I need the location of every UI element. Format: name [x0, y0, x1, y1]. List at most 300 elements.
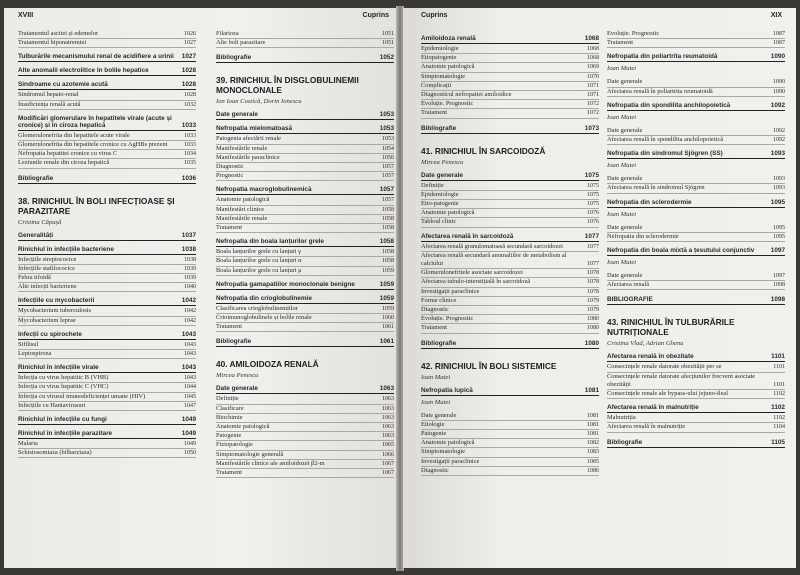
chapter-authors: Ioan Matei: [607, 210, 637, 218]
toc-entry: [421, 54, 599, 63]
toc-section-heading: [607, 247, 785, 256]
toc-entry: [18, 307, 196, 316]
toc-page-number: 1092: [773, 127, 785, 134]
toc-page-number: 1057: [379, 186, 394, 194]
toc-entry-title: Epidemiologie: [421, 190, 459, 198]
toc-entry-title: Date generale: [216, 385, 258, 393]
toc-page-number: 1090: [770, 53, 785, 61]
toc-entry: [18, 374, 196, 383]
toc-page-number: 1098: [773, 282, 785, 289]
left-page-number: XVIII: [18, 12, 34, 19]
toc-entry-title: Mycobacterium tuberculosis: [18, 307, 91, 315]
toc-page-number: 1058: [382, 225, 394, 232]
toc-entry-title: Alte boli parazitare: [216, 39, 266, 47]
toc-entry: [216, 154, 394, 163]
toc-page-number: 1043: [184, 351, 196, 358]
toc-entry-title: Leziunile renale din ciroza hepatică: [18, 159, 110, 167]
toc-page-number: 1080: [587, 325, 599, 332]
toc-bibliography-entry: [607, 439, 785, 448]
toc-entry-title: Rinichiul în infecțiile cu fungi: [18, 416, 107, 424]
toc-section-heading: [216, 295, 394, 304]
toc-entry-title: Glomerulonefritele asociate sarcoidozei: [421, 269, 523, 277]
toc-entry-title: Bibliografie: [18, 174, 54, 182]
toc-entry-title: Tulburările mecanismului renal de acidifiere a urinii: [18, 53, 174, 61]
toc-entry-title: Mycobacterium leprae: [18, 316, 76, 324]
toc-entry: [421, 82, 599, 91]
toc-entry-title: Patogenie: [421, 430, 447, 438]
toc-entry: [216, 145, 394, 154]
chapter-heading: 43. RINICHIUL ÎN TULBURĂRILE NUTRIȚIONALE: [607, 317, 735, 338]
toc-entry-title: Filarioza: [216, 30, 239, 37]
toc-entry-title: Bibliografie: [421, 124, 457, 132]
toc-entry-title: Boala lanțurilor grele cu lanțuri α: [216, 257, 302, 265]
toc-entry: [607, 39, 785, 48]
toc-page-number: 1063: [382, 433, 394, 440]
toc-page-number: 1090: [773, 79, 785, 86]
toc-entry: [421, 448, 599, 457]
toc-entry: [18, 265, 196, 274]
toc-entry-title: Nefropatia din poliartrita reumatoidă: [607, 53, 718, 61]
toc-entry: [216, 469, 394, 478]
toc-column-1: [18, 30, 196, 458]
chapter-authors: Cristina Vlad, Adrian Ghenu: [607, 340, 684, 348]
toc-entry: [216, 423, 394, 432]
left-running-title: Cuprins: [362, 12, 389, 19]
toc-page-number: 1075: [587, 191, 599, 198]
toc-page-number: 1057: [382, 173, 394, 180]
toc-entry-title: Crioimunoglobulinele și bolile renale: [216, 314, 312, 322]
toc-page-number: 1076: [587, 219, 599, 226]
toc-entry: [421, 63, 599, 72]
toc-entry: [216, 30, 394, 39]
toc-entry-title: Tratament: [421, 109, 448, 117]
toc-section-heading: [18, 331, 196, 340]
chapter-authors: Ion Ioan Costică, Dorin Ionescu: [216, 98, 302, 106]
toc-entry-title: Sindroame cu azotemie acută: [18, 81, 108, 89]
toc-entry-title: Prognostic: [216, 172, 244, 180]
toc-page-number: 1071: [587, 82, 599, 89]
left-page: [4, 8, 397, 568]
toc-entry-title: Afectarea renală în poliartrita reumatoidă: [607, 87, 713, 95]
toc-page-number: 1079: [587, 307, 599, 314]
chapter-authors: Ioan Matei: [421, 373, 451, 381]
toc-page-number: 1075: [584, 171, 599, 179]
toc-page-number: 1053: [382, 136, 394, 143]
toc-entry-title: Infecțiile cu mycobacterii: [18, 297, 95, 305]
toc-page-number: 1036: [181, 174, 196, 182]
toc-entry-title: Consecințele renale datorate afecțiunilor frecvent asociate obezității: [607, 372, 756, 388]
toc-entry: [607, 423, 785, 432]
toc-entry-title: Tratament: [421, 324, 448, 332]
toc-entry-title: Afectarea renală: [607, 281, 650, 289]
toc-section-heading: [216, 111, 394, 120]
chapter-authors: Cristina Căpușă: [18, 218, 62, 226]
toc-page-number: 1038: [181, 245, 196, 253]
toc-entry-title: Malaria: [18, 440, 38, 448]
toc-entry-title: Definiție: [216, 395, 239, 403]
toc-bibliography-entry: [18, 175, 196, 184]
toc-page-number: 1092: [770, 101, 785, 109]
toc-entry-title: Nefropatia mielomatoasă: [216, 125, 293, 133]
toc-page-number: 1080: [584, 339, 599, 347]
toc-entry: [18, 341, 196, 350]
toc-entry-title: Etiopatogenie: [421, 54, 457, 62]
toc-entry: [216, 257, 394, 266]
toc-section-heading: [18, 416, 196, 425]
toc-page-number: 1051: [382, 31, 394, 37]
toc-page-number: 1059: [379, 294, 394, 302]
toc-entry-title: Etio-patogenie: [421, 200, 459, 208]
toc-entry-title: Manifestările renale: [216, 214, 268, 222]
toc-entry: [421, 288, 599, 297]
toc-entry-title: Anatomie patologică: [421, 209, 475, 217]
toc-page-number: 1047: [184, 402, 196, 409]
toc-page-number: 1033: [181, 121, 196, 129]
toc-page-number: 1073: [584, 124, 599, 132]
toc-page-number: 1039: [184, 265, 196, 272]
toc-entry-title: Rinichiul în infecțiile parazitare: [18, 430, 113, 438]
toc-page-number: 1098: [770, 296, 785, 304]
toc-entry-title: Date generale: [607, 175, 643, 183]
toc-entry-title: Patogenia afectării renale: [216, 135, 281, 143]
toc-entry-title: BIBLIOGRAFIE: [607, 296, 653, 304]
toc-page-number: 1028: [181, 81, 196, 89]
toc-entry: [421, 100, 599, 109]
right-page-number: XIX: [770, 12, 782, 19]
toc-page-number: 1072: [587, 110, 599, 117]
toc-entry-title: Schistosomiaza (bilharziaza): [18, 449, 92, 457]
toc-entry: [216, 39, 394, 48]
toc-entry: [18, 393, 196, 402]
toc-entry: [216, 267, 394, 276]
toc-page-number: 1042: [184, 317, 196, 324]
toc-entry: [421, 209, 599, 218]
toc-section-heading: [18, 53, 196, 62]
toc-entry-title: Bibliografie: [216, 338, 252, 346]
toc-entry: [18, 283, 196, 292]
toc-page-number: 1039: [184, 275, 196, 282]
toc-entry: [18, 402, 196, 411]
toc-entry: [18, 449, 196, 458]
toc-entry: [421, 269, 599, 278]
toc-entry-title: Evoluție. Prognostic: [607, 30, 660, 37]
toc-page-number: 1052: [379, 54, 394, 62]
toc-entry: [216, 248, 394, 257]
toc-page-number: 1063: [382, 405, 394, 412]
toc-page-number: 1092: [773, 137, 785, 144]
toc-page-number: 1070: [587, 73, 599, 80]
toc-page-number: 1063: [382, 396, 394, 403]
chapter-heading: 41. RINICHIUL ÎN SARCOIDOZĂ: [421, 145, 546, 156]
toc-entry-title: Afectarea renală în malnutriție: [607, 404, 699, 412]
right-page: [403, 8, 796, 568]
toc-page-number: 1049: [184, 441, 196, 448]
toc-entry-title: Manifestările renale: [216, 144, 268, 152]
toc-section-heading: [18, 297, 196, 306]
toc-page-number: 1077: [587, 243, 599, 250]
toc-page-number: 1058: [382, 215, 394, 222]
toc-page-number: 1038: [184, 256, 196, 263]
toc-entry-title: Bibliografie: [607, 438, 643, 446]
toc-page-number: 1061: [382, 324, 394, 331]
toc-entry: [18, 274, 196, 283]
toc-bibliography-entry: [216, 338, 394, 347]
chapter-heading: 40. AMILOIDOZA RENALĂ: [216, 359, 319, 370]
toc-entry: [18, 150, 196, 159]
toc-page-number: 1043: [184, 375, 196, 382]
toc-entry-title: Date generale: [216, 111, 258, 119]
toc-entry: [216, 172, 394, 181]
toc-column-4: [607, 30, 785, 448]
toc-section-heading: [216, 385, 394, 394]
toc-entry-title: Boala lanțurilor grele cu lanțuri μ: [216, 266, 302, 274]
toc-entry: [18, 39, 196, 48]
toc-bibliography-entry: [216, 54, 394, 63]
toc-page-number: 1028: [184, 92, 196, 99]
toc-page-number: 1042: [181, 297, 196, 305]
toc-entry-title: Simptomatologie generală: [216, 450, 284, 458]
toc-page-number: 1063: [382, 424, 394, 431]
toc-entry-title: Nefropatia lupică: [421, 386, 473, 394]
toc-page-number: 1063: [382, 414, 394, 421]
toc-entry: [216, 451, 394, 460]
toc-section-heading: [18, 67, 196, 76]
toc-entry: [421, 458, 599, 467]
toc-page-number: 1045: [184, 393, 196, 400]
toc-section-heading: [607, 404, 785, 413]
toc-entry-title: Evoluție. Prognostic: [421, 100, 474, 108]
toc-entry-title: Rinichiul în infecțiile virale: [18, 364, 99, 372]
toc-entry-title: Leptospiroza: [18, 350, 52, 358]
toc-entry: [607, 78, 785, 87]
toc-page-number: 1090: [773, 88, 785, 95]
toc-page-number: 1078: [587, 270, 599, 277]
toc-page-number: 1087: [773, 40, 785, 47]
toc-page-number: 1049: [181, 416, 196, 424]
toc-entry-title: Afectarea renală în sindromul Sjögren: [607, 184, 705, 192]
toc-entry: [216, 224, 394, 233]
toc-page-number: 1043: [181, 364, 196, 372]
toc-page-number: 1067: [382, 460, 394, 467]
toc-entry-title: Afectarea renală în obezitate: [607, 353, 694, 361]
toc-entry-title: Glomerulonefrita din hepatitele acute virale: [18, 131, 130, 139]
toc-entry-title: Complicații: [421, 81, 452, 89]
toc-entry: [216, 163, 394, 172]
toc-entry: [18, 350, 196, 359]
toc-page-number: 1078: [587, 288, 599, 295]
toc-entry-title: Insuficiența renală acută: [18, 100, 81, 108]
toc-page-number: 1034: [184, 151, 196, 158]
toc-entry: [18, 132, 196, 141]
toc-entry-title: Definiție: [421, 181, 444, 189]
toc-entry: [421, 324, 599, 333]
chapter-heading: 39. RINICHIUL ÎN DISGLOBULINEMII MONOCLONALE: [216, 75, 359, 96]
toc-entry: [18, 440, 196, 449]
toc-entry-title: Rinichiul în infecțiile bacteriene: [18, 245, 114, 253]
toc-entry: [216, 460, 394, 469]
toc-entry-title: Nefropatia din sindromul Sjögren (SS): [607, 150, 723, 158]
toc-section-heading: [421, 35, 599, 44]
toc-entry-title: Simptomatologie: [421, 448, 466, 456]
toc-entry-title: Bibliografie: [421, 339, 457, 347]
toc-entry-title: Biochimie: [216, 413, 243, 421]
toc-entry-title: Nefropatia hepatitei cronice cu virus C: [18, 150, 118, 158]
toc-entry-title: Tratamentul ascitei și edemelor: [18, 30, 99, 37]
toc-entry-title: Evoluție. Prognostic: [421, 315, 474, 323]
toc-page-number: 1053: [379, 111, 394, 119]
toc-entry-title: Generalități: [18, 231, 54, 239]
toc-entry: [421, 218, 599, 227]
toc-entry-title: Alte infecții bacteriene: [18, 283, 77, 291]
toc-entry-title: Nefropatia din sclerodermie: [607, 232, 679, 240]
toc-page-number: 1078: [587, 279, 599, 286]
chapter-authors: Ioan Matei: [607, 65, 637, 73]
toc-page-number: 1054: [382, 145, 394, 152]
toc-entry: [421, 430, 599, 439]
toc-entry-title: Anatomie patologică: [216, 196, 270, 204]
toc-page-number: 1058: [382, 258, 394, 265]
toc-page-number: 1061: [379, 338, 394, 346]
toc-entry-title: Tratament: [607, 39, 634, 47]
toc-entry-title: Anatomie patologică: [421, 439, 475, 447]
toc-page-number: 1059: [382, 305, 394, 312]
toc-entry-title: Bibliografie: [216, 54, 252, 62]
toc-page-number: 1065: [382, 442, 394, 449]
toc-entry: [607, 373, 785, 390]
toc-entry: [216, 215, 394, 224]
toc-entry: [18, 30, 196, 39]
toc-entry-title: Nefropatia din boala mixtă a țesutului conjunctiv: [607, 247, 755, 255]
toc-page-number: 1059: [382, 267, 394, 274]
toc-entry: [607, 30, 785, 39]
toc-entry: [216, 305, 394, 314]
toc-section-heading: [18, 430, 196, 439]
toc-entry: [18, 101, 196, 110]
toc-page-number: 1068: [587, 46, 599, 52]
toc-entry-title: Afectarea renală granulomatoasă secundară sarcoidozei: [421, 242, 563, 250]
toc-page-number: 1102: [771, 404, 785, 412]
toc-entry-title: Investigații paraclinice: [421, 287, 480, 295]
toc-section-heading: [18, 232, 196, 241]
toc-entry-title: Afectarea renală în spondilita anchilopoietică: [607, 136, 724, 144]
toc-entry-title: Amiloidoza renală: [421, 35, 476, 42]
toc-entry: [421, 182, 599, 191]
toc-section-heading: [216, 186, 394, 195]
toc-section-heading: [607, 53, 785, 62]
toc-entry: [18, 383, 196, 392]
chapter-authors: Ioan Matei: [607, 162, 637, 170]
toc-entry-title: Fiziopatologie: [216, 441, 253, 449]
toc-entry: [216, 314, 394, 323]
toc-entry: [216, 323, 394, 332]
toc-entry-title: Date generale: [607, 78, 643, 86]
chapter-authors: Mircea Penescu: [216, 372, 259, 380]
toc-page-number: 1097: [770, 247, 785, 255]
toc-bibliography-entry: [607, 296, 785, 305]
toc-page-number: 1077: [587, 261, 599, 268]
toc-page-number: 1027: [181, 53, 196, 61]
toc-entry: [18, 91, 196, 100]
toc-entry-title: Afectarea renală în sarcoidoză: [421, 232, 514, 240]
toc-entry: [421, 45, 599, 54]
toc-page-number: 1101: [773, 381, 785, 388]
toc-entry-title: Febra tifoidă: [18, 274, 51, 282]
chapter-authors: Ioan Matei: [607, 259, 637, 267]
toc-entry-title: Tratament: [216, 323, 243, 331]
toc-section-heading: [421, 172, 599, 181]
toc-entry: [421, 252, 599, 269]
toc-entry-title: Tabloul clinic: [421, 218, 457, 226]
toc-page-number: 1058: [379, 238, 394, 246]
toc-entry: [216, 405, 394, 414]
toc-entry: [421, 243, 599, 252]
toc-entry-title: Sifilisul: [18, 340, 39, 348]
toc-page-number: 1049: [181, 430, 196, 438]
toc-page-number: 1043: [184, 341, 196, 348]
toc-section-heading: [18, 81, 196, 90]
toc-page-number: 1102: [773, 391, 785, 398]
toc-page-number: 1027: [184, 40, 196, 47]
toc-entry-title: Date generale: [421, 411, 457, 419]
toc-page-number: 1068: [584, 35, 599, 42]
toc-entry: [216, 196, 394, 205]
toc-entry: [607, 233, 785, 242]
toc-entry-title: Infecția cu virusul imunodeficienței umane (HIV): [18, 392, 146, 400]
toc-entry-title: Modificări glomerulare în hepatitele virale (acute și cronice) și în ciroza hepatică: [18, 114, 172, 129]
toc-page-number: 1075: [587, 201, 599, 208]
toc-section-heading: [18, 246, 196, 255]
toc-entry-title: Patogenie: [216, 432, 242, 440]
toc-page-number: 1033: [184, 132, 196, 139]
toc-page-number: 1066: [382, 451, 394, 458]
toc-entry: [18, 159, 196, 168]
toc-page-number: 1058: [382, 206, 394, 213]
toc-entry: [18, 256, 196, 265]
toc-page-number: 1068: [587, 55, 599, 62]
toc-entry: [421, 73, 599, 82]
toc-entry-title: Consecințele renale ale bypass-ului jejuno-ileal: [607, 390, 729, 398]
toc-page-number: 1095: [773, 233, 785, 240]
toc-entry-title: Forme clinice: [421, 296, 457, 304]
toc-entry: [421, 91, 599, 100]
toc-entry: [216, 432, 394, 441]
toc-entry-title: Diagnostic: [216, 163, 244, 171]
toc-entry-title: Glomerulonefrita din hepatitele cronice cu AgHBs prezent: [18, 141, 168, 149]
toc-entry-title: Manifestările clinice ale amiloidozei β2-m: [216, 459, 325, 467]
toc-entry: [421, 278, 599, 287]
toc-page-number: 1075: [587, 182, 599, 189]
toc-entry-title: Boala lanțurilor grele cu lanțuri γ: [216, 248, 301, 256]
toc-page-number: 1081: [587, 421, 599, 428]
toc-page-number: 1093: [773, 185, 785, 192]
toc-entry: [216, 135, 394, 144]
toc-entry: [607, 390, 785, 399]
toc-page-number: 1086: [587, 467, 599, 474]
chapter-authors: Ioan Matei: [607, 113, 637, 121]
toc-page-number: 1059: [379, 280, 394, 288]
toc-entry-title: Infecțiile streptococice: [18, 255, 77, 263]
toc-page-number: 1053: [379, 125, 394, 133]
toc-entry: [607, 136, 785, 145]
toc-entry-title: Infecții cu spirochete: [18, 330, 82, 338]
toc-page-number: 1104: [773, 424, 785, 431]
toc-page-number: 1067: [382, 470, 394, 477]
toc-entry-title: Afectarea tubulo-interstițială în sarcoidoză: [421, 278, 531, 286]
toc-entry-title: Afectarea renală în malnutriție: [607, 423, 686, 431]
toc-page-number: 1095: [770, 198, 785, 206]
toc-page-number: 1093: [773, 176, 785, 183]
toc-entry-title: Date generale: [607, 126, 643, 134]
